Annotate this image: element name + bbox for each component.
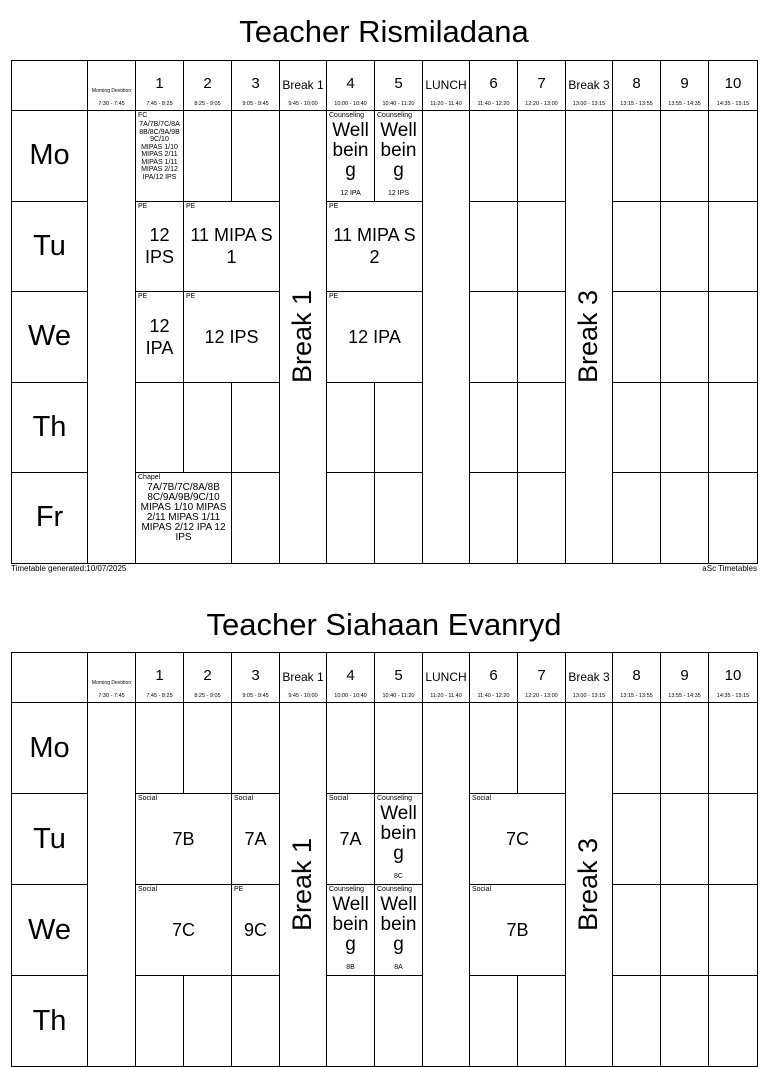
empty-slot (469, 702, 518, 794)
lesson-class: 8A (394, 964, 403, 971)
column-header (469, 652, 518, 703)
lesson-card[interactable] (231, 884, 280, 976)
period-label: 8 (632, 75, 641, 92)
period-label: 1 (155, 667, 164, 684)
period-time: 7:45 - 8:25 (146, 693, 173, 699)
lesson-card[interactable] (183, 201, 280, 293)
period-label: 8 (632, 667, 641, 684)
empty-slot (231, 382, 280, 474)
empty-slot (612, 702, 661, 794)
empty-slot (660, 702, 709, 794)
empty-slot (135, 975, 184, 1067)
lesson-text: 11 MIPA S 2 (333, 225, 416, 268)
lesson-text: Wellbeing (380, 803, 417, 864)
empty-slot (708, 975, 758, 1067)
period-label: Break 1 (282, 670, 324, 684)
period-label: 1 (155, 75, 164, 92)
lesson-card[interactable] (326, 201, 423, 293)
column-header (708, 652, 758, 703)
empty-slot (517, 975, 566, 1067)
day-label: Tu (11, 201, 88, 293)
period-time: 11:40 - 12:20 (477, 101, 510, 107)
lesson-text: 7A (339, 829, 362, 849)
column-header (612, 60, 661, 111)
empty-slot (517, 382, 566, 474)
empty-slot (517, 472, 566, 564)
lesson-class: 8B (346, 964, 355, 971)
period-time: 13:55 - 14:35 (668, 101, 701, 107)
period-label: Break 1 (282, 78, 324, 92)
lesson-text: 7B (172, 829, 195, 849)
column-header (612, 652, 661, 703)
break-1-column (279, 702, 327, 1067)
lesson-class: 8C (394, 873, 403, 880)
lesson-text: Wellbeing (380, 894, 417, 955)
period-time: 14:35 - 15:15 (716, 101, 750, 107)
period-time: 12:20 - 13:00 (525, 693, 558, 699)
lesson-text: 12 IPA (348, 326, 401, 347)
morning-devotion-column (87, 110, 136, 564)
empty-slot (612, 884, 661, 976)
lesson-subject: Counseling (329, 112, 365, 119)
period-time: 9:05 - 9:45 (242, 101, 269, 107)
empty-slot (469, 472, 518, 564)
break-1-column (279, 110, 327, 564)
empty-slot (374, 382, 423, 474)
timetable-title: Teacher Siahaan Evanryd (206, 607, 562, 642)
period-time: 13:00 - 13:15 (572, 693, 606, 699)
empty-slot (469, 110, 518, 202)
lesson-card[interactable] (135, 110, 184, 202)
empty-slot (183, 975, 232, 1067)
lesson-text: Wellbeing (332, 120, 369, 181)
empty-slot (469, 975, 518, 1067)
lesson-subject: PE (186, 202, 196, 210)
morning-devotion-column (87, 702, 136, 1067)
empty-slot (517, 201, 566, 293)
day-label: Th (11, 975, 88, 1067)
lesson-text: 12 IPA (145, 315, 174, 358)
lesson-text: 7B (506, 920, 529, 940)
day-label: We (11, 291, 88, 383)
period-label: 3 (251, 75, 260, 92)
empty-slot (231, 975, 280, 1067)
lesson-card[interactable] (469, 793, 566, 885)
period-label: 2 (203, 75, 212, 92)
empty-slot (708, 793, 758, 885)
day-label: We (11, 884, 88, 976)
period-time: 14:35 - 15:15 (716, 693, 750, 699)
lesson-card[interactable] (374, 793, 423, 885)
period-time: 11:20 - 11:40 (430, 693, 462, 699)
empty-slot (231, 110, 280, 202)
lesson-card[interactable] (374, 110, 423, 202)
period-label: Break 3 (568, 78, 610, 92)
period-label: 6 (489, 667, 498, 684)
empty-slot (708, 382, 758, 474)
column-header (231, 60, 280, 111)
lesson-subject: Social (138, 795, 158, 802)
lesson-text: 7A/7B/7C/8A 8B/8C/9A/9B 9C/10 MIPAS 1/10 MIPAS 2/11 MIPAS 1/11 MIPAS 2/12 IPA/12 IPS (139, 121, 180, 181)
lesson-subject: PE (138, 293, 148, 300)
lesson-subject: Social (472, 795, 492, 802)
corner-cell (11, 652, 88, 703)
empty-slot (660, 884, 709, 976)
column-header (422, 60, 470, 111)
empty-slot (660, 291, 709, 383)
empty-slot (708, 110, 758, 202)
day-label: Tu (11, 793, 88, 885)
period-time: 7:30 - 7:45 (98, 693, 125, 699)
column-header (422, 652, 470, 703)
column-header (326, 652, 375, 703)
break-3-label: Break 3 (573, 837, 604, 932)
empty-slot (326, 975, 375, 1067)
lesson-subject: Counseling (377, 112, 413, 119)
empty-slot (469, 382, 518, 474)
period-label: 5 (394, 667, 403, 684)
lunch-column (422, 702, 470, 1067)
empty-slot (326, 472, 375, 564)
period-time: 8:25 - 9:05 (194, 101, 221, 107)
empty-slot (231, 702, 280, 794)
lesson-card[interactable] (326, 884, 375, 976)
lesson-card[interactable] (183, 291, 280, 383)
lesson-text: 7A (244, 829, 267, 849)
break-1-label: Break 1 (287, 837, 318, 932)
break-1-label: Break 1 (287, 290, 318, 384)
day-label: Mo (11, 702, 88, 794)
lesson-subject: Social (329, 795, 349, 802)
period-label: 5 (394, 75, 403, 92)
empty-slot (612, 793, 661, 885)
empty-slot (612, 472, 661, 564)
period-label: 4 (346, 75, 355, 92)
empty-slot (135, 702, 184, 794)
lesson-subject: Chapel (138, 474, 161, 481)
period-label: 7 (537, 75, 546, 92)
lesson-class: 12 IPS (387, 189, 409, 197)
period-time: 10:00 - 10:40 (334, 693, 367, 699)
lesson-subject: PE (329, 202, 339, 210)
empty-slot (612, 975, 661, 1067)
empty-slot (660, 201, 709, 293)
empty-slot (708, 472, 758, 564)
period-time: 8:25 - 9:05 (194, 693, 221, 699)
lesson-card[interactable] (135, 884, 232, 976)
day-label: Th (11, 382, 88, 474)
empty-slot (517, 291, 566, 383)
lesson-card[interactable] (326, 291, 423, 383)
lesson-card[interactable] (469, 884, 566, 976)
period-label: Morning Devotion (91, 88, 132, 94)
period-time: 12:20 - 13:00 (525, 101, 558, 107)
lesson-card[interactable] (374, 884, 423, 976)
column-header (183, 60, 232, 111)
period-time: 9:45 - 10:00 (288, 693, 318, 699)
column-header (517, 60, 566, 111)
lesson-card[interactable] (326, 110, 375, 202)
period-label: Morning Devotion (91, 680, 132, 686)
column-header (183, 652, 232, 703)
empty-slot (517, 110, 566, 202)
lesson-subject: Social (472, 886, 492, 893)
lesson-text: 11 MIPA S 1 (190, 225, 273, 268)
period-time: 11:40 - 12:20 (477, 693, 510, 699)
empty-slot (612, 201, 661, 293)
period-label: Break 3 (568, 670, 610, 684)
lesson-subject: Social (234, 795, 254, 802)
lesson-card[interactable] (231, 793, 280, 885)
empty-slot (612, 382, 661, 474)
column-header (469, 60, 518, 111)
day-label: Mo (11, 110, 88, 202)
empty-slot (660, 472, 709, 564)
empty-slot (708, 702, 758, 794)
lesson-text: 7C (171, 920, 195, 940)
period-label: 9 (680, 667, 689, 684)
column-header (565, 652, 613, 703)
break-3-label: Break 3 (573, 290, 604, 384)
footer-brand: aSc Timetables (702, 563, 757, 573)
empty-slot (708, 884, 758, 976)
lesson-text: 12 IPS (204, 326, 259, 347)
empty-slot (660, 793, 709, 885)
period-label: 9 (680, 75, 689, 92)
period-label: 4 (346, 667, 355, 684)
lesson-text: 9C (243, 920, 267, 940)
column-header (87, 652, 136, 703)
period-label: LUNCH (425, 78, 467, 92)
period-time: 9:45 - 10:00 (288, 101, 318, 107)
period-time: 10:40 - 11:20 (382, 693, 415, 699)
empty-slot (374, 472, 423, 564)
empty-slot (612, 110, 661, 202)
period-label: LUNCH (425, 670, 467, 684)
lesson-card[interactable] (135, 201, 184, 293)
lesson-text: Wellbeing (332, 894, 369, 955)
empty-slot (183, 702, 232, 794)
empty-slot (231, 472, 280, 564)
lesson-subject: PE (329, 293, 339, 300)
period-label: 10 (724, 667, 742, 684)
empty-slot (708, 201, 758, 293)
break-3-column (565, 702, 613, 1067)
empty-slot (374, 975, 423, 1067)
lesson-subject: Social (138, 886, 158, 893)
period-time: 7:45 - 8:25 (146, 101, 173, 107)
period-time: 10:00 - 10:40 (334, 101, 367, 107)
period-label: 10 (724, 75, 742, 92)
footer-generated: Timetable generated:10/07/2025 (11, 563, 127, 573)
empty-slot (660, 382, 709, 474)
column-header (660, 60, 709, 111)
lesson-text: 7C (505, 829, 529, 849)
corner-cell (11, 60, 88, 111)
lesson-subject: PE (234, 886, 244, 893)
period-time: 13:00 - 13:15 (572, 101, 606, 107)
period-label: 6 (489, 75, 498, 92)
empty-slot (469, 291, 518, 383)
empty-slot (517, 702, 566, 794)
period-time: 13:55 - 14:35 (668, 693, 701, 699)
period-time: 13:15 - 13:55 (620, 693, 653, 699)
empty-slot (183, 382, 232, 474)
period-label: 2 (203, 667, 212, 684)
column-header (374, 652, 423, 703)
column-header (87, 60, 136, 111)
empty-slot (612, 291, 661, 383)
column-header (708, 60, 758, 111)
day-label: Fr (11, 472, 88, 564)
column-header (231, 652, 280, 703)
lesson-subject: PE (138, 202, 148, 210)
empty-slot (135, 382, 184, 474)
empty-slot (183, 110, 232, 202)
period-label: 3 (251, 667, 260, 684)
lesson-subject: Counseling (329, 886, 365, 893)
lesson-card[interactable] (135, 291, 184, 383)
lesson-subject: FC (138, 112, 148, 119)
empty-slot (326, 702, 375, 794)
column-header (565, 60, 613, 111)
lesson-text: 12 IPS (144, 225, 174, 268)
break-3-column (565, 110, 613, 564)
column-header (135, 652, 184, 703)
empty-slot (326, 382, 375, 474)
period-time: 11:20 - 11:40 (430, 101, 462, 107)
empty-slot (374, 702, 423, 794)
timetable-title: Teacher Rismiladana (239, 14, 529, 49)
column-header (135, 60, 184, 111)
period-time: 9:05 - 9:45 (242, 693, 269, 699)
lesson-card[interactable] (326, 793, 375, 885)
column-header (279, 60, 327, 111)
lesson-subject: PE (186, 293, 196, 300)
lesson-subject: Counseling (377, 886, 413, 893)
column-header (326, 60, 375, 111)
period-time: 13:15 - 13:55 (620, 101, 653, 107)
lunch-column (422, 110, 470, 564)
lesson-card[interactable] (135, 472, 232, 564)
lesson-text: Wellbeing (380, 120, 417, 181)
lesson-text: 7A/7B/7C/8A/8B 8C/9A/9B/9C/10 MIPAS 1/10 MIPAS 2/11 MIPAS 1/11 MIPAS 2/12 IPA 12 IPS (140, 482, 227, 543)
column-header (517, 652, 566, 703)
column-header (660, 652, 709, 703)
lesson-subject: Counseling (377, 795, 413, 802)
empty-slot (660, 110, 709, 202)
lesson-card[interactable] (135, 793, 232, 885)
empty-slot (469, 201, 518, 293)
column-header (279, 652, 327, 703)
period-label: 7 (537, 667, 546, 684)
empty-slot (660, 975, 709, 1067)
period-time: 10:40 - 11:20 (382, 101, 415, 107)
lesson-class: 12 IPA (340, 189, 361, 197)
period-time: 7:30 - 7:45 (98, 101, 125, 107)
column-header (374, 60, 423, 111)
empty-slot (708, 291, 758, 383)
